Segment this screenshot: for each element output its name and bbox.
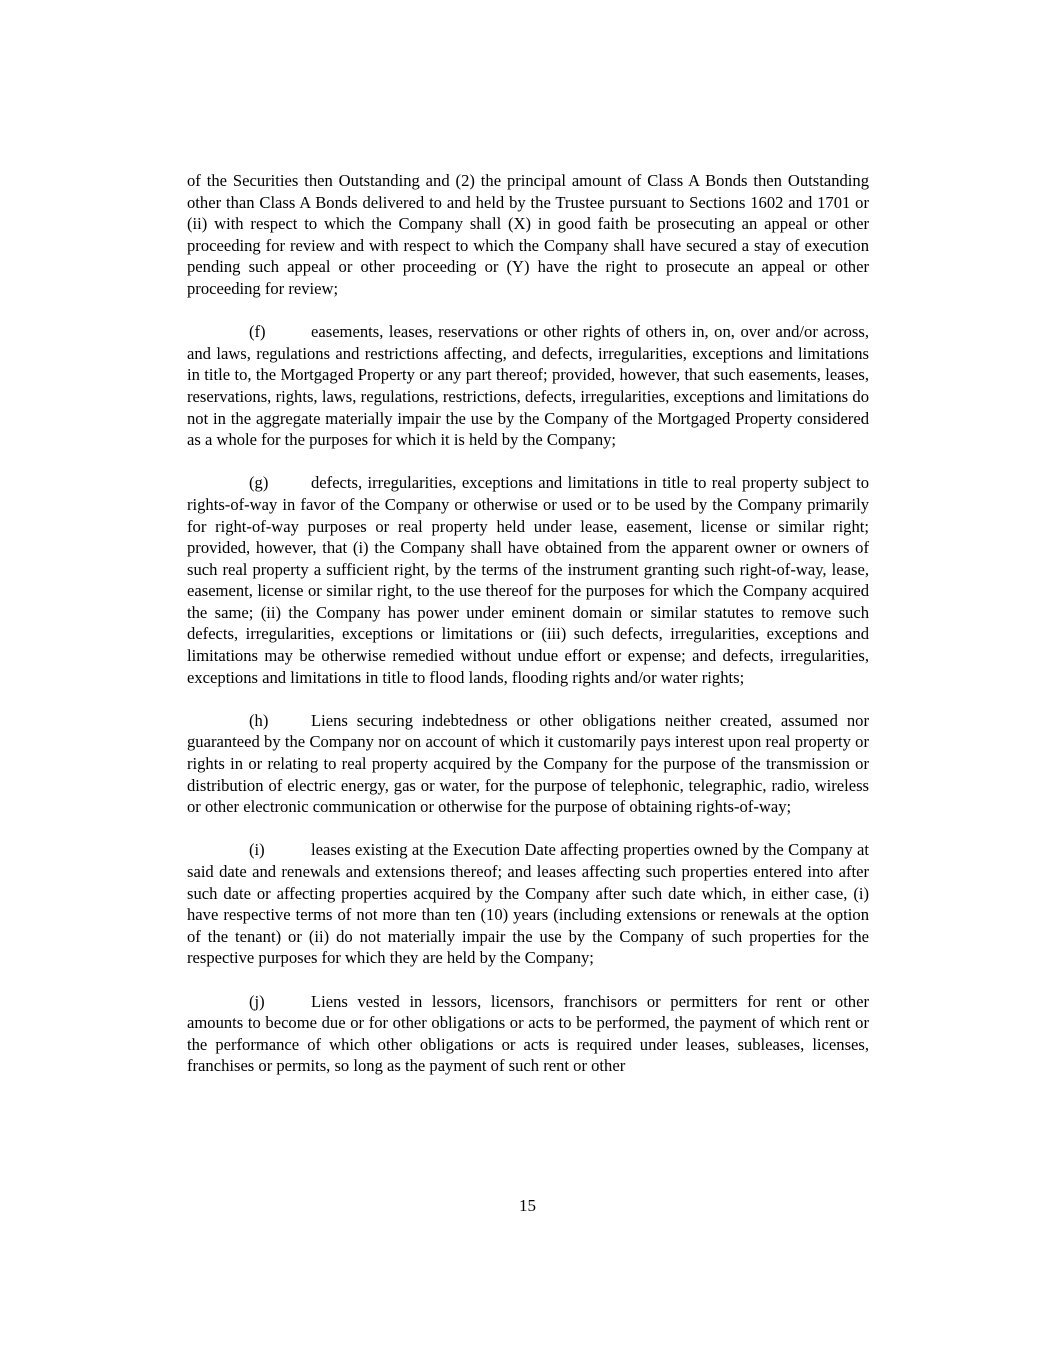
clause-text: defects, irregularities, exceptions and limitations in title to real property subject to rights-of-way in favor of the Company or otherwise or used or to be used by the Company primarily for right-of-way purposes or real property held under lease, easement, license or similar right; provided, however, that (i) the Company shall have obtained from the apparent owner or owners of such real property a sufficient right, by the terms of the instrument granting such right-of-way, lease, easement, license or similar right, to the use thereof for the purposes for which the Company acquired the same; (ii) the Company has power under eminent domain or similar statutes to remove such defects, irregularities, exceptions or limitations or (iii) such defects, irregularities, exceptions and limitations may be otherwise remedied without undue effort or expense; and defects, irregularities, exceptions and limitations in title to flood lands, flooding rights and/or water rights; xyxy=(187,473,869,687)
clause-g xyxy=(187,472,869,688)
clause-marker: (g) xyxy=(249,473,269,493)
clause-text: Liens securing indebtedness or other obligations neither created, assumed nor guaranteed by the Company nor on account of which it customarily pays interest upon real property or rights in or relating to real property acquired by the Company for the purpose of the transmission or distribution of electric energy, gas or water, for the purpose of telephonic, telegraphic, radio, wireless or other electronic communication or otherwise for the purpose of obtaining rights-of-way; xyxy=(187,710,869,817)
clause-j xyxy=(187,991,869,1077)
clause-i xyxy=(187,839,869,969)
clause-text: Liens vested in lessors, licensors, franchisors or permitters for rent or other amounts to become due or for other obligations or acts to be performed, the payment of which rent or the performance of which other obligations or acts is required under leases, subleases, licenses, franchises or permits, so long as the payment of such rent or other xyxy=(187,991,869,1076)
clause-marker: (h) xyxy=(249,710,269,730)
clause-h xyxy=(187,710,869,818)
document-body xyxy=(187,170,869,1099)
page-number: 15 xyxy=(519,1196,536,1215)
clause-text: easements, leases, reservations or other rights of others in, on, over and/or across, and laws, regulations and restrictions affecting, and defects, irregularities, exceptions and limitations in title to, the Mortgaged Property or any part thereof; provided, however, that such easements, leases, reservations, rights, laws, regulations, restrictions, defects, irregularities, exceptions and limitations do not in the aggregate materially impair the use by the Company of the Mortgaged Property considered as a whole for the purposes for which it is held by the Company; xyxy=(187,322,869,450)
clause-marker: (j) xyxy=(249,991,265,1011)
clause-marker: (i) xyxy=(249,840,265,860)
clause-text: leases existing at the Execution Date affecting properties owned by the Company at said date and renewals and extensions thereof; and leases affecting such properties entered into after such date or affecting properties acquired by the Company after such date which, in either case, (i) have respective terms of not more than ten (10) years (including extensions or renewals at the option of the tenant) or (ii) do not materially impair the use by the Company of such properties for the respective purposes for which they are held by the Company; xyxy=(187,840,869,968)
clause-f xyxy=(187,321,869,451)
clause-marker: (f) xyxy=(249,322,266,342)
continuation-paragraph: of the Securities then Outstanding and (2) the principal amount of Class A Bonds then Outstanding other than Class A Bonds delivered to and held by the Trustee pursuant to Sections 1602 and 1701 or (ii) with respect to which the Company shall (X) in good faith be prosecuting an appeal or other proceeding for review and with respect to which the Company shall have secured a stay of execution pending such appeal or other proceeding or (Y) have the right to prosecute an appeal or other proceeding for review; xyxy=(187,171,869,298)
